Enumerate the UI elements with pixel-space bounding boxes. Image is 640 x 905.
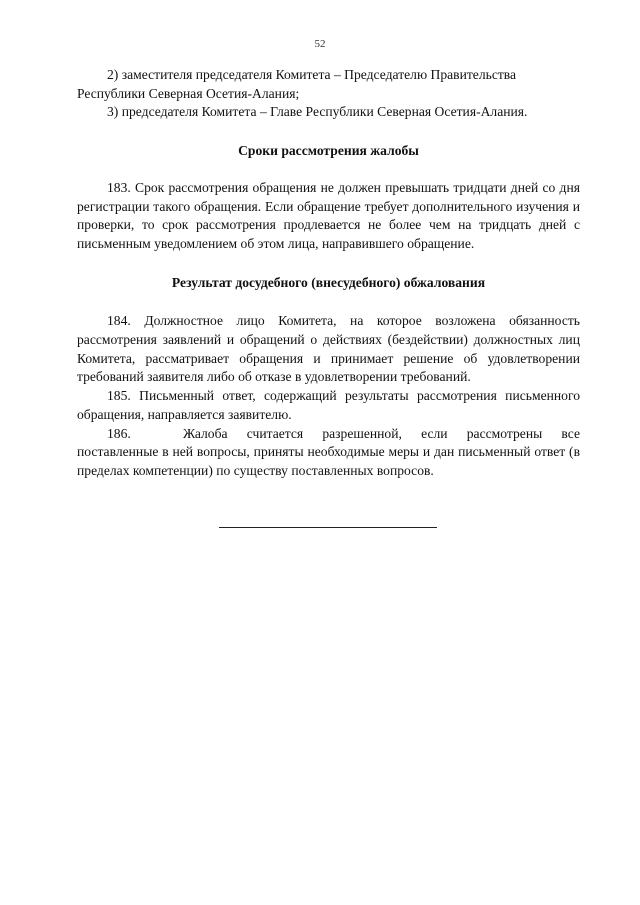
section-heading-review-terms: Сроки рассмотрения жалобы xyxy=(238,143,419,159)
paragraph-186-number: 186. xyxy=(107,425,131,441)
paragraph-184: 184. Должностное лицо Комитета, на которое возложена обязанность рассмотрения заявлений и обращений о действиях (бездействии) должностных лиц Комитета, рассматривает обращения и принимает решение об удовлетворении требований заявителя либо об отказе в удовлетворении требований. xyxy=(77,313,580,385)
document-body xyxy=(77,66,580,481)
paragraph-183: 183. Срок рассмотрения обращения не должен превышать тридцати дней со дня регистрации такого обращения. Если обращение требует дополнительного изучения и проверки, то срок рассмотрения продлевается не более чем на тридцать дней с письменным уведомлением об этом лица, направившего обращение. xyxy=(77,179,580,251)
end-rule xyxy=(219,527,437,528)
list-item-2 xyxy=(77,66,580,103)
paragraph-185: 185. Письменный ответ, содержащий результаты рассмотрения письменного обращения, направляется заявителю. xyxy=(77,388,580,422)
list-item-3: 3) председателя Комитета – Главе Республики Северная Осетия-Алания. xyxy=(107,104,528,120)
section-heading-appeal-result: Результат досудебного (внесудебного) обжалования xyxy=(171,274,486,290)
paragraph-186 xyxy=(77,425,580,481)
paragraph-186-text: Жалоба считается разрешенной, если рассмотрены все поставленные в ней вопросы, приняты необходимые меры и дан письменный ответ (в пределах компетенции) по существу поставленных вопросов. xyxy=(77,425,580,478)
list-item-2-line2: Республики Северная Осетия-Алания; xyxy=(77,85,300,101)
page-number: 52 xyxy=(314,38,326,50)
list-item-2-line1: 2) заместителя председателя Комитета – Председателю Правительства xyxy=(107,67,517,82)
